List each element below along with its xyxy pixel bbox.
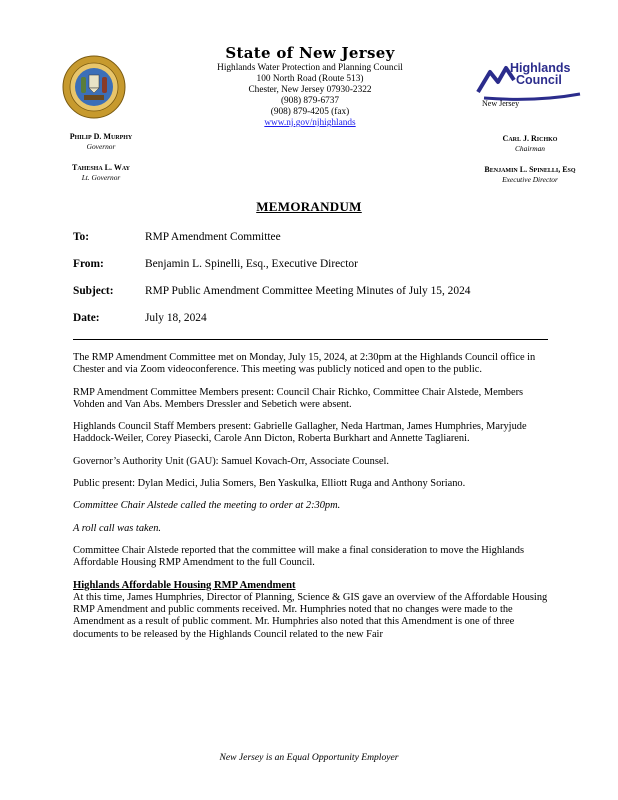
address-line-1: 100 North Road (Route 513) <box>256 74 364 84</box>
from-value: Benjamin L. Spinelli, Esq., Executive Director <box>145 258 358 270</box>
header-divider <box>73 339 548 340</box>
logo-word-highlands: Highlands <box>510 61 571 75</box>
paragraph-public-present: Public present: Dylan Medici, Julia Somers, Ben Yaskulka, Elliott Ruga and Anthony Soriano. <box>73 478 466 490</box>
logo-state: New Jersey <box>482 99 520 108</box>
fax: (908) 879-4205 (fax) <box>270 107 350 117</box>
from-label: From: <box>73 258 104 270</box>
left-officials <box>36 132 166 182</box>
paragraph-members-present: RMP Amendment Committee Members present: Council Chair Richko, Committee Chair Alstede, Members Vohden and Van Abs. Members Dressler and Sebetich were absent. <box>73 386 524 410</box>
section-heading: Highlands Affordable Housing RMP Amendment <box>73 579 296 591</box>
memo-body <box>73 352 551 651</box>
chairman-name: Carl J. Richko <box>502 134 558 143</box>
lt-governor-name: Tahesha L. Way <box>72 163 130 173</box>
chairman-title: Chairman <box>515 143 545 153</box>
logo-word-council: Council <box>516 73 562 87</box>
paragraph-roll-call: A roll call was taken. <box>73 522 162 534</box>
highlands-council-logo <box>476 58 586 110</box>
state-seal-icon <box>62 55 126 119</box>
to-value: RMP Amendment Committee <box>145 231 281 243</box>
state-title: State of New Jersey <box>225 44 395 62</box>
date-value: July 18, 2024 <box>145 312 207 324</box>
subject-value: RMP Public Amendment Committee Meeting Minutes of July 15, 2024 <box>145 285 471 297</box>
paragraph-gau: Governor’s Authority Unit (GAU): Samuel Kovach-Orr, Associate Counsel. <box>73 455 389 467</box>
address-line-2: Chester, New Jersey 07930-2322 <box>248 85 372 95</box>
right-officials <box>456 134 604 184</box>
to-label: To: <box>73 231 90 243</box>
date-label: Date: <box>73 312 100 324</box>
executive-director-name: Benjamin L. Spinelli, Esq <box>484 165 576 175</box>
paragraph-call-to-order: Committee Chair Alstede called the meeting to order at 2:30pm. <box>73 500 341 512</box>
phone: (908) 879-6737 <box>280 96 340 106</box>
org-name: Highlands Water Protection and Planning Council <box>217 63 403 73</box>
executive-director-title: Executive Director <box>502 174 558 184</box>
paragraph-meeting-info: The RMP Amendment Committee met on Monday, July 15, 2024, at 2:30pm at the Highlands Council office in Chester and via Zoom videoconference. This meeting was publicly noticed and open to the public. <box>73 352 536 376</box>
letterhead-block <box>150 44 470 129</box>
paragraph-chair-report: Committee Chair Alstede reported that the committee will make a final consideration to move the Highlands Affordable Housing RMP Amendment to the full Council. <box>73 544 525 569</box>
subject-label: Subject: <box>73 285 114 297</box>
lt-governor-title: Lt. Governor <box>81 172 121 182</box>
governor-name: Philip D. Murphy <box>69 132 133 141</box>
governor-title: Governor <box>86 141 116 151</box>
footer-eoe: New Jersey is an Equal Opportunity Employer <box>219 752 399 763</box>
paragraph-overview: At this time, James Humphries, Director of Planning, Science & GIS gave an overview of the Affordable Housing RMP Amendment and public comments received. Mr. Humphries noted that no changes were made to the Amendment as a result of public comment. Mr. Humphries also noted that this Amendment is one of three documents to be released by the Highlands Council related to the new Fair <box>73 591 548 640</box>
memo-title: MEMORANDUM <box>256 199 362 214</box>
paragraph-staff-present: Highlands Council Staff Members present: Gabrielle Gallagher, Neda Hartman, James Humphries, Maryjude Haddock-Weiler, Corey Piasecki, Carole Ann Dicton, Roberta Burkhart and Annette Tagliareni. <box>73 421 527 445</box>
website-link[interactable]: www.nj.gov/njhighlands <box>264 118 356 128</box>
